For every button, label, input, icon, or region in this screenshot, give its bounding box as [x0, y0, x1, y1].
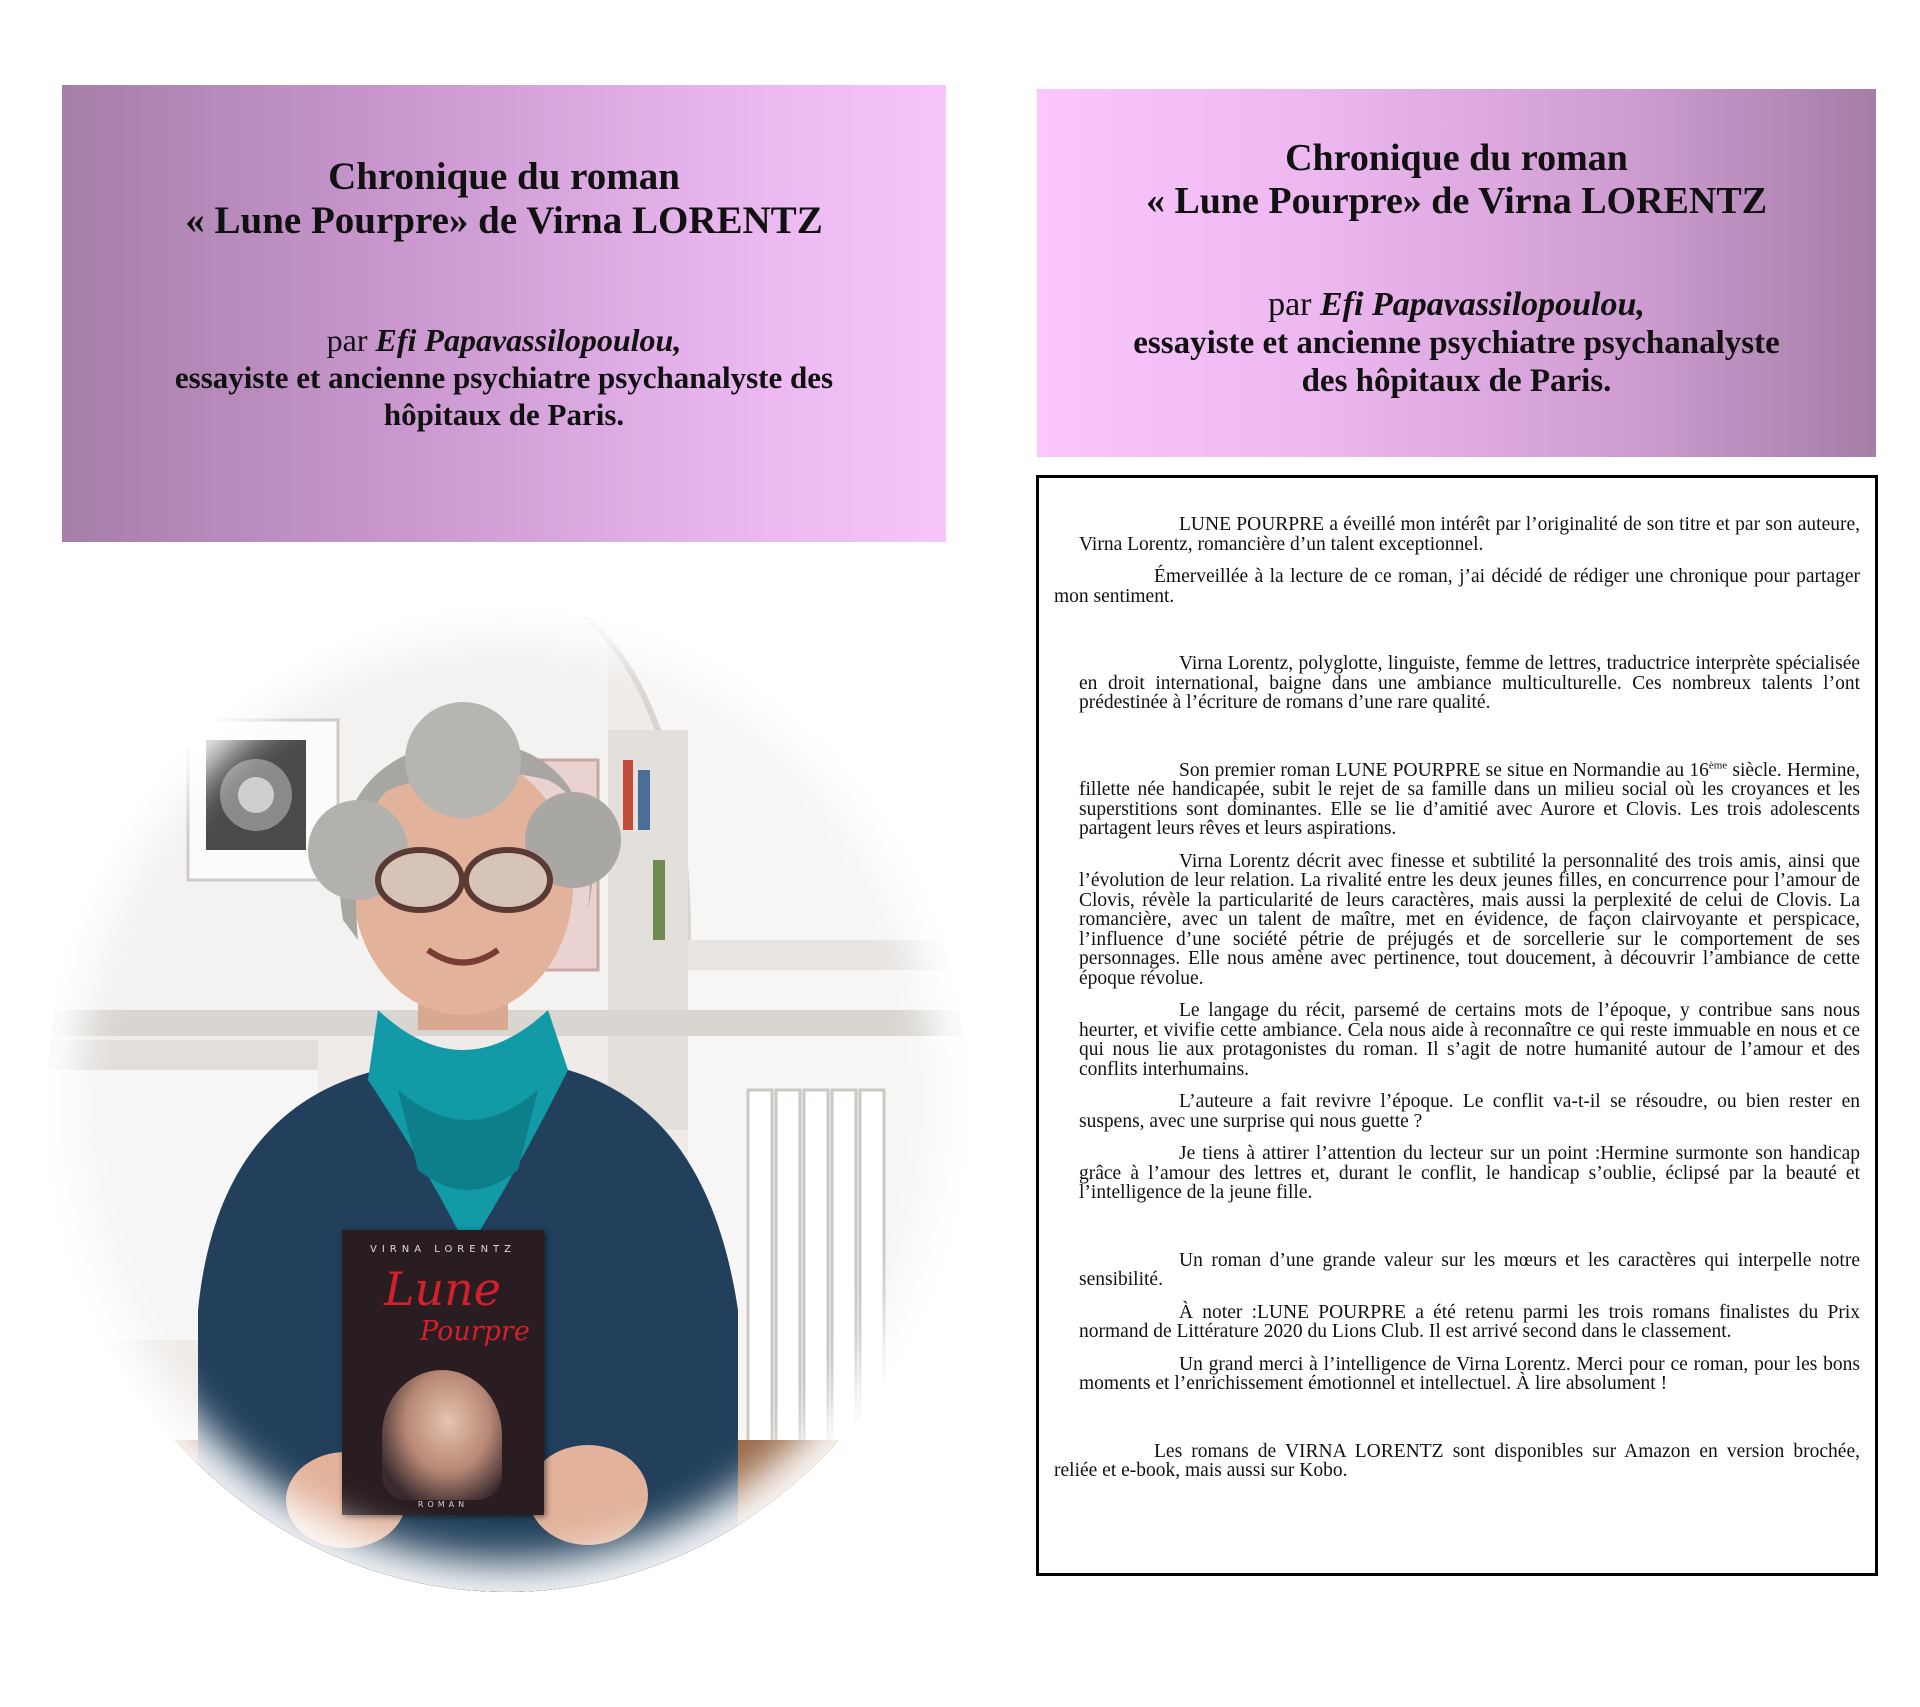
review-paragraph: Virna Lorentz décrit avec finesse et subtilité la personnalité des trois amis, ainsi que l’évolution de leur relation. La rivalité entre les deux jeunes filles, en concurrence pour l’amour de Clovis, révèle la particularité de leurs caractères, mais aussi la perplexité de celui de Clovis. La romancière, avec un talent de maître, met en évidence, de façon clairvoyante et perspicace, l’influence d’une société pétrie de préjugés et de sorcellerie sur le comportement de ses personnages. Elle nous amène avec pertinence, tout doucement, à découvrir l’ambiance de cette époque révolue. [1079, 850, 1860, 989]
cover-illustration [382, 1370, 502, 1500]
banner-right [1037, 89, 1876, 457]
review-paragraph [1054, 761, 1860, 839]
byline-prefix: par [326, 322, 368, 358]
book-author: VIRNA LORENTZ [369, 1244, 517, 1255]
title-line-2: « Lune Pourpre» de Virna LORENTZ [1145, 180, 1768, 222]
byline [1037, 285, 1876, 324]
review-text-box [1036, 475, 1878, 1576]
byline-prefix: par [1268, 286, 1312, 323]
role-line-1: essayiste et ancienne psychiatre psychanalyste [1133, 325, 1780, 361]
role-line-2: des hôpitaux de Paris. [1301, 363, 1612, 399]
byline [62, 321, 946, 359]
review-paragraph: Un roman d’une grande valeur sur les mœurs et les caractères qui interpelle notre sensibilité. [1079, 1249, 1860, 1290]
review-paragraph: LUNE POURPRE a éveillé mon intérêt par l’originalité de son titre et par son auteure, Virna Lorentz, romancière d’un talent exceptionnel. [1079, 514, 1860, 555]
review-paragraph: Le langage du récit, parsemé de certains mots de l’époque, y contribue sans nous heurter, et vivifie cette ambiance. Cela nous aide à reconnaître ce qui reste immuable en nous et ce qui nous lie aux protagonistes du roman. Il s’agit de notre humanité autour de l’amour et des conflits interhumains. [1079, 1000, 1860, 1080]
banner-left-title [62, 155, 946, 243]
book-genre: ROMAN [417, 1500, 469, 1509]
review-paragraph: Les romans de VIRNA LORENTZ sont disponibles sur Amazon en version brochée, reliée et e-book, mais aussi sur Kobo. [1054, 1440, 1860, 1481]
role-line-1: essayiste et ancienne psychiatre psychanalyste des [174, 360, 834, 395]
book-cover [342, 1230, 544, 1515]
review-paragraph: Émerveillée à la lecture de ce roman, j’ai décidé de rédiger une chronique pour partager mon sentiment. [1054, 566, 1860, 607]
author-role [62, 359, 946, 433]
author-photo [48, 610, 966, 1592]
review-paragraph-part: Son premier roman LUNE POURPRE se situe en Normandie au 16 [1179, 759, 1709, 781]
author-name: Efi Papavassilopoulou, [375, 322, 682, 358]
book-title-1: Lune [384, 1262, 502, 1316]
superscript: ème [1708, 759, 1728, 771]
role-line-2: hôpitaux de Paris. [383, 397, 625, 432]
book-title-2: Pourpre [420, 1316, 530, 1347]
review-paragraph: À noter :LUNE POURPRE a été retenu parmi les trois romans finalistes du Prix normand de Littérature 2020 du Lions Club. Il est arrivé second dans le classement. [1079, 1301, 1860, 1342]
title-line-2: « Lune Pourpre» de Virna LORENTZ [185, 199, 823, 242]
review-paragraph: L’auteure a fait revivre l’époque. Le conflit va-t-il se résoudre, ou bien rester en suspens, avec une surprise qui nous guette ? [1079, 1091, 1860, 1132]
title-line-1: Chronique du roman [328, 155, 680, 198]
review-paragraph: Virna Lorentz, polyglotte, linguiste, femme de lettres, traductrice interprète spécialisée en droit international, baigne dans une ambiance multiculturelle. Ces nombreux talents l’ont prédestinée à l’écriture de romans d’une rare qualité. [1079, 653, 1860, 713]
banner-left [62, 85, 946, 542]
title-line-1: Chronique du roman [1285, 137, 1628, 179]
author-role [1037, 324, 1876, 400]
review-paragraph: Un grand merci à l’intelligence de Virna Lorentz. Merci pour ce roman, pour les bons moments et l’enrichissement émotionnel et intellectuel. À lire absolument ! [1079, 1353, 1860, 1394]
banner-right-title [1037, 137, 1876, 223]
review-paragraph-part: siècle. Hermine, fillette née handicapée, subit le rejet de sa famille dans un milieu social où les croyances et les superstitions sont dominantes. Elle se lie d’amitié avec Aurore et Clovis. Les trois adolescents partagent leurs rêves et leurs aspirations. [1079, 759, 1860, 839]
review-paragraph: Je tiens à attirer l’attention du lecteur sur un point :Hermine surmonte son handicap grâce à l’amour des lettres et, durant le conflit, le handicap s’oublie, éclipsé par la beauté et l’intelligence de la jeune fille. [1079, 1143, 1860, 1203]
photo-illustration [48, 610, 966, 1592]
author-name: Efi Papavassilopoulou, [1319, 286, 1645, 323]
